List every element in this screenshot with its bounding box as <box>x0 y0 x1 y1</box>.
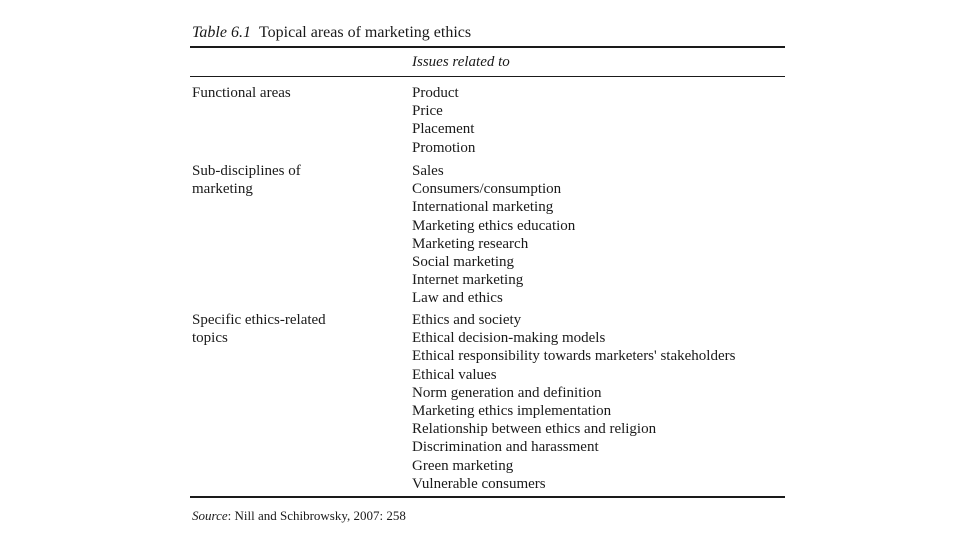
caption-text: Topical areas of marketing ethics <box>258 24 472 41</box>
issue-item: Social marketing <box>412 254 515 271</box>
category-line: Specific ethics-related <box>192 312 326 328</box>
issue-item: Law and ethics <box>412 290 503 307</box>
source-note <box>192 508 406 524</box>
issue-item: Marketing research <box>412 235 529 252</box>
issue-item: Norm generation and definition <box>412 384 602 401</box>
category-line: Functional areas <box>192 85 291 101</box>
issue-item: Discrimination and harassment <box>412 439 599 456</box>
category-line: topics <box>192 330 228 347</box>
issue-item: Green marketing <box>412 457 514 474</box>
issue-item: Product <box>412 85 459 101</box>
issue-item: Placement <box>412 121 475 138</box>
column-header: Issues related to <box>412 54 510 70</box>
category-line: Sub-disciplines of <box>192 163 301 179</box>
source-label: Source <box>192 508 228 523</box>
bottom-rule <box>190 496 785 498</box>
issue-item: Price <box>412 103 443 120</box>
issue-item: Marketing ethics education <box>412 217 576 234</box>
source-text: : Nill and Schibrowsky, 2007: 258 <box>227 508 406 523</box>
issue-item: Ethical values <box>412 366 497 383</box>
header-rule <box>190 76 785 77</box>
issue-item: Ethical decision-making models <box>412 330 606 347</box>
category-line: marketing <box>192 181 253 198</box>
issue-item: Vulnerable consumers <box>412 475 546 492</box>
issue-item: Promotion <box>412 139 476 156</box>
caption-label: Table 6.1 <box>192 24 251 41</box>
issues-list <box>412 311 735 493</box>
issue-item: Sales <box>412 163 444 179</box>
issue-item: Internet marketing <box>412 272 524 289</box>
issue-item: Marketing ethics implementation <box>412 403 612 420</box>
issue-item: Consumers/consumption <box>412 181 562 198</box>
table-caption <box>192 24 471 42</box>
issue-item: Relationship between ethics and religion <box>412 421 657 438</box>
issues-list <box>412 84 475 157</box>
category-label <box>192 162 392 198</box>
issue-item: International marketing <box>412 199 554 216</box>
category-label <box>192 311 392 347</box>
issues-list <box>412 162 575 308</box>
issue-item: Ethical responsibility towards marketers' stakeholders <box>412 348 736 365</box>
top-rule <box>190 46 785 48</box>
issue-item: Ethics and society <box>412 312 522 328</box>
category-label <box>192 84 392 102</box>
